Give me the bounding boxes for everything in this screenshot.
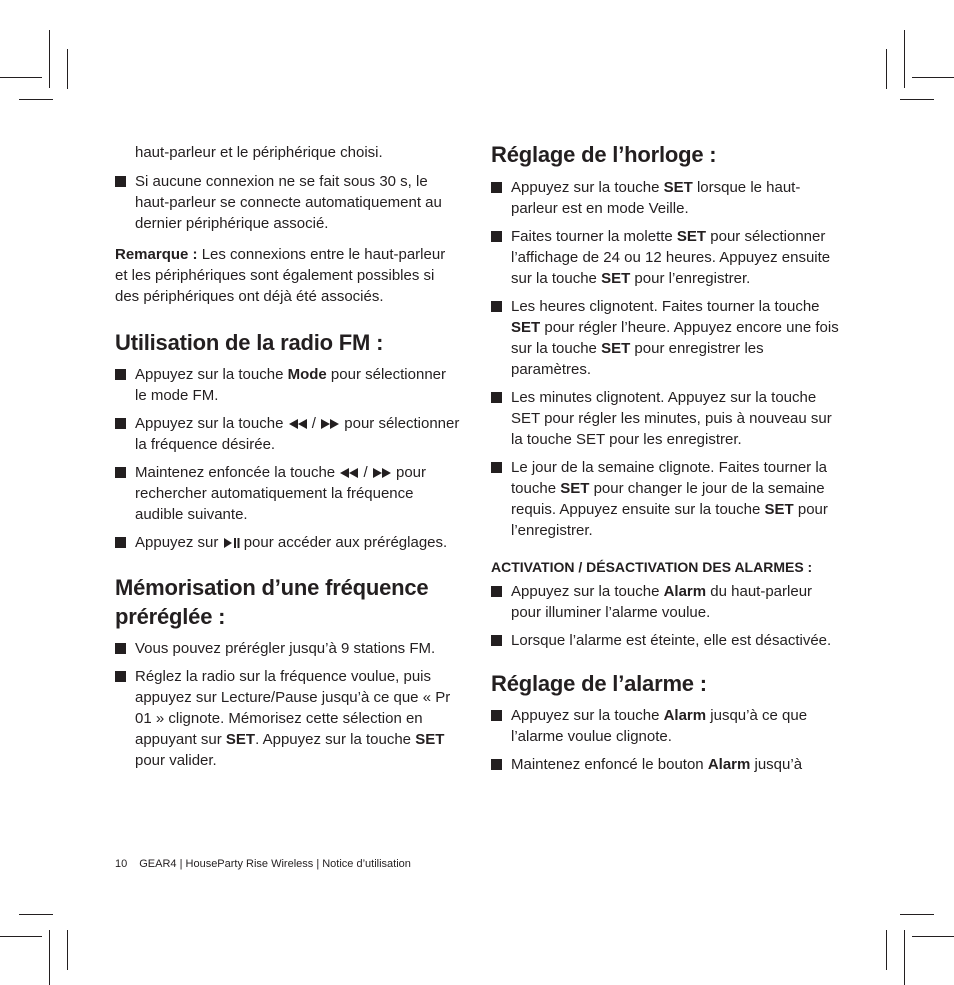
crop-mark xyxy=(900,99,934,100)
fast-forward-icon xyxy=(320,419,340,429)
left-column xyxy=(115,142,460,778)
right-column xyxy=(491,140,846,782)
crop-mark xyxy=(912,77,954,78)
section-title-preset: Mémorisation d’une fréquence préréglée : xyxy=(115,575,429,629)
crop-mark xyxy=(904,930,905,985)
list-item: Appuyez sur la touche SET lorsque le haut-parleur est en mode Veille. xyxy=(491,177,846,219)
list-item: Lorsque l’alarme est éteinte, elle est désactivée. xyxy=(491,630,846,651)
remark-paragraph: Remarque : Les connexions entre le haut-parleur et les périphériques sont également possibles si des périphériques ont déjà été associés. xyxy=(115,246,446,305)
crop-mark xyxy=(19,99,53,100)
crop-mark xyxy=(67,930,68,970)
list-item: Appuyez sur la touche Alarm du haut-parleur pour illuminer l’alarme voulue. xyxy=(491,581,846,623)
bullet-square-icon xyxy=(115,467,126,478)
bullet-square-icon xyxy=(491,301,502,312)
crop-mark xyxy=(912,936,954,937)
crop-mark xyxy=(0,936,42,937)
footer-text: GEAR4 | HouseParty Rise Wireless | Notice d’utilisation xyxy=(139,858,411,870)
bullet-square-icon xyxy=(491,759,502,770)
section-title-alarm: Réglage de l’alarme : xyxy=(491,671,707,696)
crop-mark xyxy=(0,77,42,78)
rewind-icon xyxy=(288,419,308,429)
crop-mark xyxy=(49,30,50,88)
list-item: Maintenez enfoncée la touche / pour rechercher automatiquement la fréquence audible suivante. xyxy=(115,462,460,525)
crop-mark xyxy=(886,930,887,970)
list-item: Réglez la radio sur la fréquence voulue, puis appuyez sur Lecture/Pause jusqu’à ce que « Pr 01 » clignote. Mémorisez cette sélection en appuyant sur SET. Appuyez sur la touche SET pour valider. xyxy=(115,666,460,771)
crop-mark xyxy=(67,49,68,89)
section-title-radio: Utilisation de la radio FM : xyxy=(115,330,384,355)
page-footer xyxy=(115,858,411,870)
bullet-square-icon xyxy=(115,418,126,429)
list-item: Maintenez enfoncé le bouton Alarm jusqu’à xyxy=(491,754,846,775)
page-number: 10 xyxy=(115,858,128,870)
bullet-square-icon xyxy=(491,462,502,473)
remark-label: Remarque : xyxy=(115,246,198,263)
list-item: Appuyez sur la touche Alarm jusqu’à ce que l’alarme voulue clignote. xyxy=(491,705,846,747)
bullet-square-icon xyxy=(115,537,126,548)
bullet-square-icon xyxy=(115,671,126,682)
list-item: Le jour de la semaine clignote. Faites tourner la touche SET pour changer le jour de la semaine requis. Appuyez ensuite sur la touche SET pour l’enregistrer. xyxy=(491,457,846,541)
bullet-square-icon xyxy=(491,392,502,403)
bullet-square-icon xyxy=(115,643,126,654)
section-title-clock: Réglage de l’horloge : xyxy=(491,142,717,167)
bullet-square-icon xyxy=(491,710,502,721)
crop-mark xyxy=(900,914,934,915)
bullet-square-icon xyxy=(115,176,126,187)
crop-mark xyxy=(49,930,50,985)
list-item: Faites tourner la molette SET pour sélectionner l’affichage de 24 ou 12 heures. Appuyez ensuite sur la touche SET pour l’enregistrer. xyxy=(491,226,846,289)
crop-mark xyxy=(904,30,905,88)
bullet-square-icon xyxy=(491,231,502,242)
rewind-icon xyxy=(339,468,359,478)
bullet-square-icon xyxy=(491,586,502,597)
crop-mark xyxy=(886,49,887,89)
list-item: Les minutes clignotent. Appuyez sur la touche SET pour régler les minutes, puis à nouveau sur la touche SET pour les enregistrer. xyxy=(491,387,846,450)
crop-mark xyxy=(19,914,53,915)
bullet-square-icon xyxy=(491,182,502,193)
list-item: Appuyez sur pour accéder aux préréglages. xyxy=(115,532,460,553)
play-pause-icon xyxy=(223,538,240,548)
list-item: Appuyez sur la touche Mode pour sélectionner le mode FM. xyxy=(115,364,460,406)
bullet-square-icon xyxy=(115,369,126,380)
list-item: Les heures clignotent. Faites tourner la touche SET pour régler l’heure. Appuyez encore une fois sur la touche SET pour enregistrer les paramètres. xyxy=(491,296,846,380)
list-item: Appuyez sur la touche / pour sélectionner la fréquence désirée. xyxy=(115,413,460,455)
bullet-square-icon xyxy=(491,635,502,646)
list-item: Vous pouvez prérégler jusqu’à 9 stations FM. xyxy=(115,638,460,659)
list-item: Si aucune connexion ne se fait sous 30 s, le haut-parleur se connecte automatiquement au dernier périphérique associé. xyxy=(115,171,460,234)
intro-continuation: haut-parleur et le périphérique choisi. xyxy=(135,144,383,161)
fast-forward-icon xyxy=(372,468,392,478)
subsection-title-alarm-activation: ACTIVATION / DÉSACTIVATION DES ALARMES : xyxy=(491,559,813,575)
